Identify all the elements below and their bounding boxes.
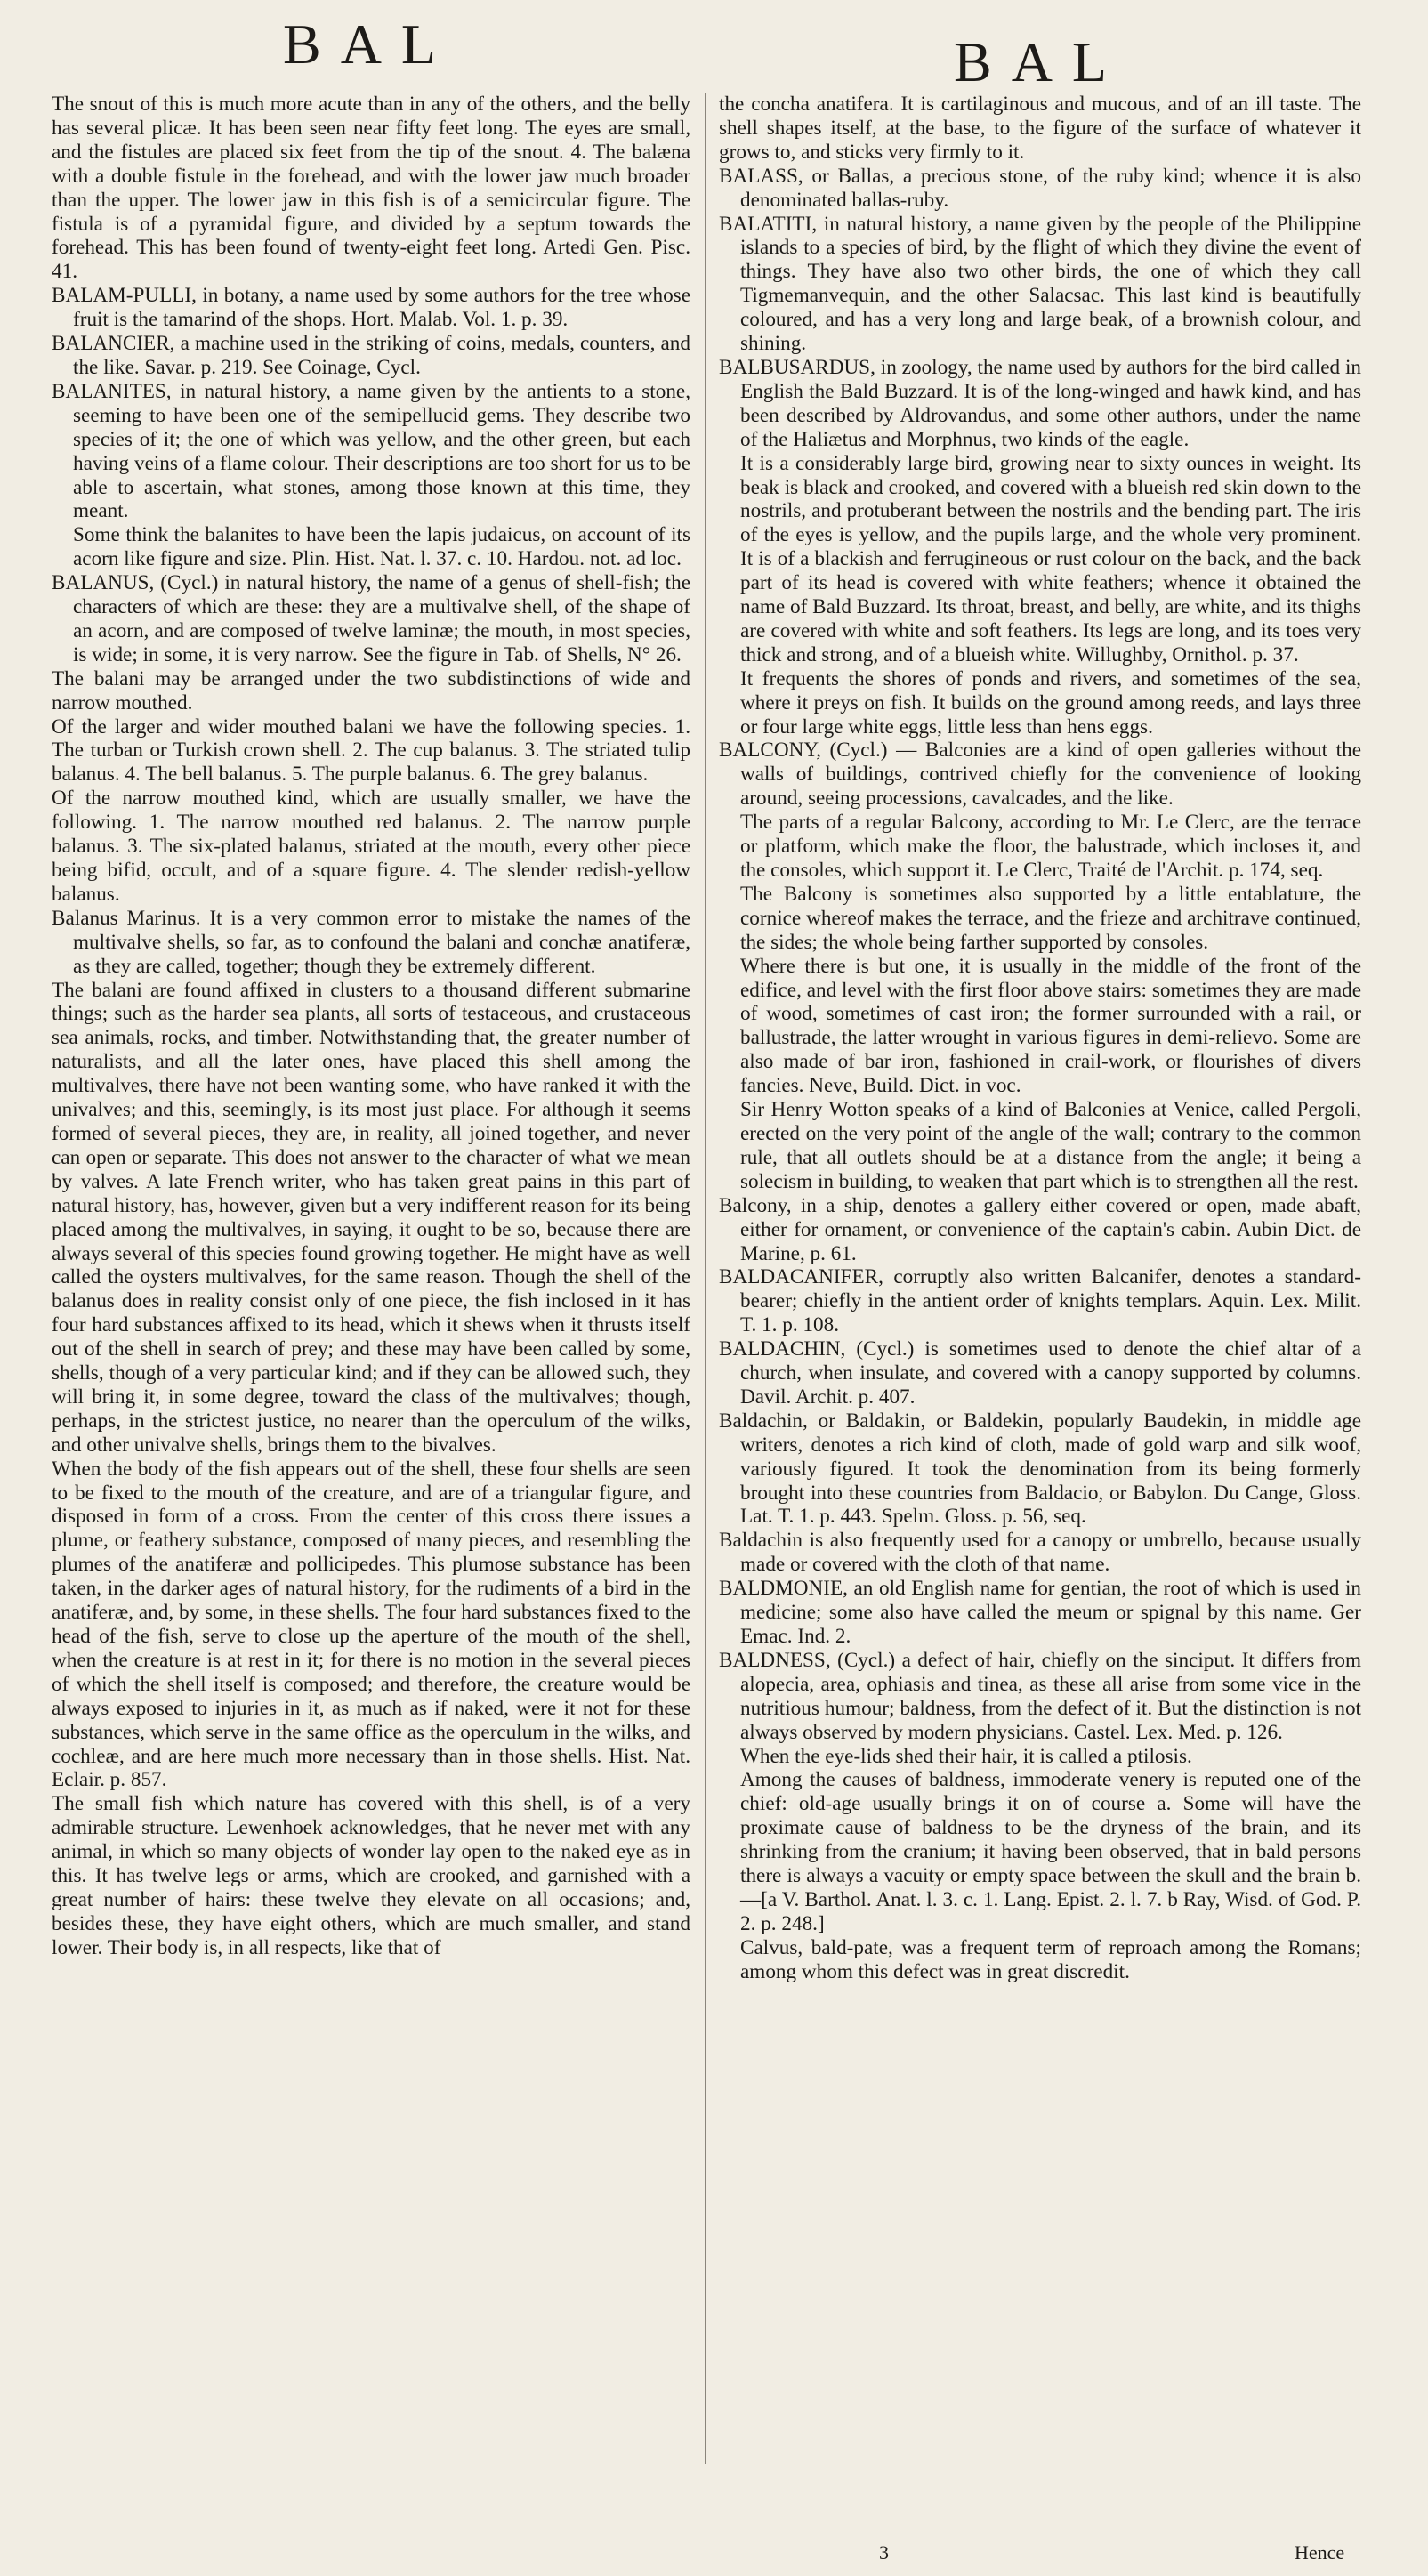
- paragraph: Calvus, bald-pate, was a frequent term of reproach among the Romans; among whom this defect was in great discredit.: [740, 1935, 1361, 1983]
- dictionary-entry: BALAM-PULLI, in botany, a name used by some authors for the tree whose fruit is the tamarind of the shops. Hort. Malab. Vol. 1. p. 39.: [52, 284, 690, 332]
- dictionary-entry: BALDNESS, (Cycl.) a defect of hair, chiefly on the sinciput. It differs from alopecia, area, ophiasis and tinea, as these all arise from some vice in the nutritious humour; baldness, from the defect of it. But the distinction is not always observed by modern physicians. Castel. Lex. Med. p. 126.: [719, 1648, 1361, 1744]
- dictionary-entry: BALANCIER, a machine used in the striking of coins, medals, counters, and the like. Savar. p. 219. See Coinage, Cycl.: [52, 332, 690, 379]
- dictionary-entry: BALBUSARDUS, in zoology, the name used by authors for the bird called in English the Bald Buzzard. It is of the long-winged and hawk kind, and has been described by Aldrovandus, and some other authors, under the name of the Haliætus and Morphnus, two kinds of the eagle.: [719, 355, 1361, 451]
- dictionary-entry: Balcony, in a ship, denotes a gallery either covered or open, made abaft, either for ornament, or convenience of the captain's cabin. Aubin Dict. de Marine, p. 61.: [719, 1193, 1361, 1265]
- paragraph: The balani are found affixed in clusters to a thousand different submarine things; such as the harder sea plants, all sorts of testaceous, and crustaceous sea animals, rocks, and timber. Notwithstanding that, the greater number of naturalists, and all the later ones, have placed this shell among the multivalves, there have not been wanting some, who have ranked it with the univalves; and this, seemingly, is its most just place. For although it seems formed of several pieces, they are, in reality, all joined together, and never can open or separate. This does not answer to the character of what we mean by valves. A late French writer, who has taken great pains in this part of natural history, has, however, given but a very indifferent reason for its being placed among the multivalves, in saying, it ought to be so, because there are always several of this species found growing together. He might have as well called the oysters multivalves, for the same reason. Though the shell of the balanus does in reality consist only of one piece, the fish inclosed in it has four hard substances affixed to its head, which it shews when it thrusts itself out of the shell in search of prey; and these may have been called by some, shells, though of a very particular kind; and if they can be allowed such, they will bring it, in some degree, toward the class of the multivalves; though, perhaps, in the strictest justice, no nearer than the operculum of the wilks, and other univalve shells, brings them to the bivalves.: [52, 978, 690, 1457]
- dictionary-entry: BALANITES, in natural history, a name given by the antients to a stone, seeming to have been one of the semipellucid gems. They describe two species of it; the one of which was yellow, and the other green, but each having veins of a flame colour. Their descriptions are too short for us to be able to ascertain, what stones, among those known at this time, they meant.: [52, 379, 690, 523]
- paragraph: Some think the balanites to have been the lapis judaicus, on account of its acorn like figure and size. Plin. Hist. Nat. l. 37. c. 10. Hardou. not. ad loc.: [73, 523, 690, 571]
- paragraph: Among the causes of baldness, immoderate venery is reputed one of the chief: old-age usually brings it on of course a. Some will have the proximate cause of baldness to be the dryness of the brain, and its shrinking from the cranium; it having been observed, that in bald persons there is always a vacuity or empty space between the skull and the brain b.—[a V. Barthol. Anat. l. 3. c. 1. Lang. Epist. 2. l. 7. b Ray, Wisd. of God. P. 2. p. 248.]: [740, 1768, 1361, 1935]
- page-number: 3: [879, 2541, 889, 2564]
- dictionary-entry: BALANUS, (Cycl.) in natural history, the name of a genus of shell-fish; the characters of which are these: they are a multivalve shell, of the shape of an acorn, and are composed of twelve laminæ; the mouth, in most species, is wide; in some, it is very narrow. See the figure in Tab. of Shells, N° 26.: [52, 571, 690, 666]
- paragraph: the concha anatifera. It is cartilaginous and mucous, and of an ill taste. The shell shapes itself, at the base, to the figure of the surface of whatever it grows to, and sticks very firmly to it.: [719, 93, 1361, 164]
- paragraph: The snout of this is much more acute than in any of the others, and the belly has several plicæ. It has been seen near fifty feet long. The eyes are small, and the fistules are placed six feet from the tip of the snout. 4. The balæna with a double fistule in the forehead, and with the lower jaw much broader than the upper. The lower jaw in this fish is of a semicircular figure. The fistula is of a pyramidal figure, and divided by a septum towards the forehead. This has been found of twenty-eight feet long. Artedi Gen. Pisc. 41.: [52, 93, 690, 284]
- paragraph: The Balcony is sometimes also supported by a little entablature, the cornice whereof makes the terrace, and the frieze and architrave continued, the sides; the whole being farther supported by consoles.: [740, 882, 1361, 954]
- dictionary-entry: Baldachin, or Baldakin, or Baldekin, popularly Baudekin, in middle age writers, denotes a rich kind of cloth, made of gold warp and silk woof, variously figured. It took the denomination from its being formerly brought into these countries from Baldacio, or Babylon. Du Cange, Gloss. Lat. T. 1. p. 443. Spelm. Gloss. p. 56, seq.: [719, 1409, 1361, 1529]
- dictionary-entry: BALCONY, (Cycl.) — Balconies are a kind of open galleries without the walls of buildings, contrived chiefly for the convenience of looking around, seeing processions, cavalcades, and the like.: [719, 739, 1361, 811]
- dictionary-entry: BALDMONIE, an old English name for gentian, the root of which is used in medicine; some also have called the meum or spignal by this name. Ger Emac. Ind. 2.: [719, 1577, 1361, 1648]
- paragraph: Of the larger and wider mouthed balani we have the following species. 1. The turban or Turkish crown shell. 2. The cup balanus. 3. The striated tulip balanus. 4. The bell balanus. 5. The purple balanus. 6. The grey balanus.: [52, 715, 690, 787]
- paragraph: Where there is but one, it is usually in the middle of the front of the edifice, and level with the first floor above stairs: sometimes they are made of wood, sometimes of cast iron; the former surrounded with a rail, or ballustrade, the latter wrought in various figures in demi-relievo. Some are also made of bar iron, fashioned in crail-work, or flourishes of divers fancies. Neve, Build. Dict. in voc.: [740, 954, 1361, 1098]
- paragraph: It frequents the shores of ponds and rivers, and sometimes of the sea, where it preys on fish. It builds on the ground among reeds, and lays three or four large white eggs, little less than hens eggs.: [740, 666, 1361, 739]
- left-column: [52, 93, 690, 2469]
- running-head-right: BAL: [954, 30, 1126, 93]
- dictionary-entry: BALDACHIN, (Cycl.) is sometimes used to denote the chief altar of a church, when insulate, and covered with a canopy supported by columns. Davil. Archit. p. 407.: [719, 1337, 1361, 1409]
- paragraph: The balani may be arranged under the two subdistinctions of wide and narrow mouthed.: [52, 666, 690, 715]
- dictionary-entry: Baldachin is also frequently used for a canopy or umbrello, because usually made or covered with the cloth of that name.: [719, 1529, 1361, 1577]
- paragraph: The small fish which nature has covered with this shell, is of a very admirable structure. Lewenhoek acknowledges, that he never met with any animal, in which so many objects of wonder lay open to the naked eye as in this. It has twelve legs or arms, which are crooked, and garnished with a great number of hairs: these twelve they elevate on all occasions; and, besides these, they have eight others, which are much smaller, and stand lower. Their body is, in all respects, like that of: [52, 1792, 690, 1959]
- dictionary-entry: BALATITI, in natural history, a name given by the people of the Philippine islands to a species of bird, by the flight of which they divine the event of things. They have also two other birds, the one of which they call Tigmemanvequin, and the other Salacsac. This last kind is beautifully coloured, and has a very long and large beak, of a brownish colour, and shining.: [719, 212, 1361, 356]
- running-head-left: BAL: [283, 12, 456, 76]
- right-column: [719, 93, 1361, 2469]
- catchword: Hence: [1295, 2541, 1345, 2564]
- dictionary-entry: BALASS, or Ballas, a precious stone, of the ruby kind; whence it is also denominated ballas-ruby.: [719, 164, 1361, 212]
- paragraph: Of the narrow mouthed kind, which are usually smaller, we have the following. 1. The narrow mouthed red balanus. 2. The narrow purple balanus. 3. The six-plated balanus, striated at the mouth, every other piece being bifid, occult, and of a square figure. 4. The slender redish-yellow balanus.: [52, 787, 690, 906]
- paragraph: The parts of a regular Balcony, according to Mr. Le Clerc, are the terrace or platform, which make the floor, the balustrade, which incloses it, and the consoles, which support it. Le Clerc, Traité de l'Archit. p. 174, seq.: [740, 811, 1361, 882]
- paragraph: When the body of the fish appears out of the shell, these four shells are seen to be fixed to the mouth of the creature, and are of a triangular figure, and disposed in form of a cross. From the center of this cross there issues a plume, or feathery substance, composed of many pieces, and resembling the plumes of the anatiferæ and pollicipedes. This plumose substance has been taken, in the darker ages of natural history, for the rudiments of a bird in the anatiferæ, and, by some, in these shells. The four hard substances fixed to the head of the fish, serve to close up the aperture of the mouth of the shell, when the creature is at rest in it; for there is no motion in the several pieces of which the shell itself is composed; and therefore, the creature would be always exposed to injuries in it, as much as if naked, were it not for these substances, which serve in the same office as the operculum in the wilks, and cochleæ, and are here much more necessary than in those shells. Hist. Nat. Eclair. p. 857.: [52, 1457, 690, 1792]
- column-divider: [705, 93, 706, 2464]
- dictionary-entry: Balanus Marinus. It is a very common error to mistake the names of the multivalve shells, so far, as to confound the balani and conchæ anatiferæ, as they are called, together; though they be extremely different.: [52, 906, 690, 978]
- dictionary-entry: BALDACANIFER, corruptly also written Balcanifer, denotes a standard-bearer; chiefly in the antient order of knights templars. Aquin. Lex. Milit. T. 1. p. 108.: [719, 1265, 1361, 1337]
- paragraph: It is a considerably large bird, growing near to sixty ounces in weight. Its beak is black and crooked, and covered with a blueish red skin down to the nostrils, and protuberant between the nostrils and the bending part. The iris of the eyes is yellow, and the pupils large, and the whole very prominent. It is of a blackish and ferrugineous or rust colour on the back, and the back part of its head is covered with white feathers; whence it obtained the name of Bald Buzzard. Its throat, breast, and belly, are white, and its thighs are covered with white and soft feathers. Its legs are long, and its toes very thick and strong, and of a blueish white. Willughby, Ornithol. p. 37.: [740, 451, 1361, 666]
- paragraph: Sir Henry Wotton speaks of a kind of Balconies at Venice, called Pergoli, erected on the very point of the angle of the wall; contrary to the common rule, that all outlets should be at a distance from the angle; it being a solecism in building, to weaken that part which is to strengthen all the rest.: [740, 1098, 1361, 1193]
- paragraph: When the eye-lids shed their hair, it is called a ptilosis.: [740, 1744, 1192, 1768]
